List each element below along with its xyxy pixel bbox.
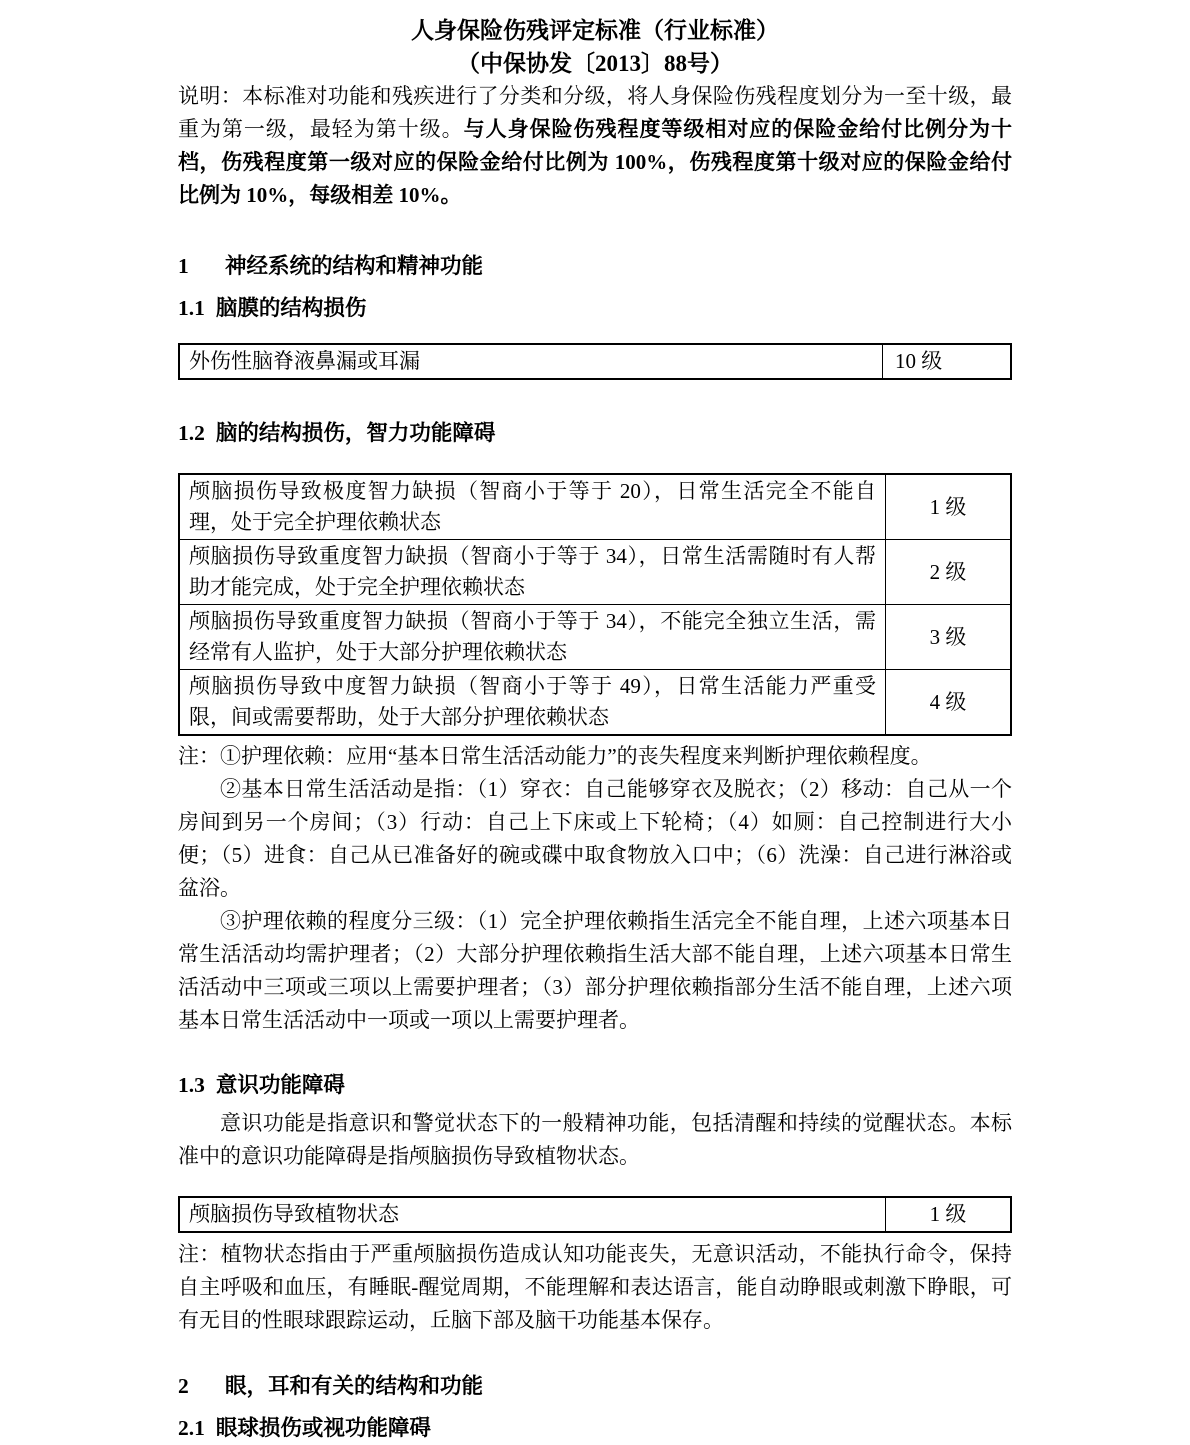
impairment-description: 外伤性脑脊液鼻漏或耳漏: [179, 344, 883, 379]
grade-value: 2 级: [886, 540, 1012, 605]
table-row: [179, 605, 1011, 670]
section-1-1-number: 1.1: [178, 296, 205, 320]
note-vegetative-state: 注：植物状态指由于严重颅脑损伤造成认知功能丧失，无意识活动，不能执行命令，保持自主呼吸和血压，有睡眠-醒觉周期，不能理解和表达语言，能自动睁眼或刺激下睁眼，可有无目的性眼球跟踪运动，丘脑下部及脑干功能基本保存。: [178, 1242, 1012, 1332]
impairment-description: 颅脑损伤导致极度智力缺损（智商小于等于 20），日常生活完全不能自理，处于完全护理依赖状态: [179, 474, 886, 540]
section-1-2-heading: [178, 417, 1012, 450]
section-1-2-number: 1.2: [178, 421, 205, 445]
grade-value: 10 级: [883, 344, 1012, 379]
note-paragraph-2: ②基本日常生活活动是指：（1）穿衣：自己能够穿衣及脱衣；（2）移动：自己从一个房间到另一个房间；（3）行动：自己上下床或上下轮椅；（4）如厕：自己控制进行大小便；（5）进食：自己从已准备好的碗或碟中取食物放入口中；（6）洗澡：自己进行淋浴或盆浴。: [178, 777, 1012, 900]
section-1-3-heading: [178, 1069, 1012, 1102]
section-2-heading: [178, 1370, 1012, 1403]
intro-paragraph: [178, 80, 1012, 212]
grade-value: 1 级: [886, 474, 1012, 540]
impairment-description: 颅脑损伤导致重度智力缺损（智商小于等于 34），日常生活需随时有人帮助才能完成，处于完全护理依赖状态: [179, 540, 886, 605]
section-2-1-heading: [178, 1412, 1012, 1445]
impairment-description: 颅脑损伤导致重度智力缺损（智商小于等于 34），不能完全独立生活，需经常有人监护，处于大部分护理依赖状态: [179, 605, 886, 670]
document-subtitle: （中保协发〔2013〕88号）: [457, 51, 733, 76]
note-paragraph-1: 注：①护理依赖：应用“基本日常生活活动能力”的丧失程度来判断护理依赖程度。: [178, 744, 932, 768]
table-row: [179, 344, 1011, 379]
intro-bold-text: 与人身保险伤残程度等级相对应的保险金给付比例分为十档，伤残程度第一级对应的保险金给付比例为 100%，伤残程度第十级对应的保险金给付比例为 10%，每级相差 10%。: [178, 117, 1013, 207]
section-1-1-title: 脑膜的结构损伤: [215, 296, 367, 320]
section-2-1-title: 眼球损伤或视功能障碍: [215, 1416, 431, 1440]
impairment-description: 颅脑损伤导致中度智力缺损（智商小于等于 49），日常生活能力严重受限，间或需要帮助，处于大部分护理依赖状态: [179, 670, 886, 736]
section-2-1-number: 2.1: [178, 1416, 205, 1440]
note-paragraph-3: ③护理依赖的程度分三级：（1）完全护理依赖指生活完全不能自理，上述六项基本日常生活活动均需护理者；（2）大部分护理依赖指生活大部不能自理，上述六项基本日常生活活动中三项或三项以上需要护理者；（3）部分护理依赖指部分生活不能自理，上述六项基本日常生活活动中一项或一项以上需要护理者。: [178, 909, 1012, 1032]
section-1-title: 神经系统的结构和精神功能: [225, 254, 484, 278]
section-2-number: 2: [178, 1374, 189, 1398]
impairment-description: 颅脑损伤导致植物状态: [179, 1197, 886, 1232]
section-1-2-title: 脑的结构损伤，智力功能障碍: [215, 421, 496, 445]
section-1-heading: [178, 250, 1012, 283]
table-vegetative-state: [178, 1196, 1012, 1233]
section-1-number: 1: [178, 254, 189, 278]
table-row: [179, 474, 1011, 540]
document-title: 人身保险伤残评定标准（行业标准）: [411, 18, 779, 43]
section-1-3-number: 1.3: [178, 1073, 205, 1097]
section-1-1-heading: [178, 292, 1012, 325]
section-1-3-title: 意识功能障碍: [215, 1073, 345, 1097]
table-brain-injury-intelligence: [178, 473, 1012, 736]
table-row: [179, 540, 1011, 605]
table-row: [179, 670, 1011, 736]
table-row: [179, 1197, 1011, 1232]
grade-value: 3 级: [886, 605, 1012, 670]
consciousness-paragraph: 意识功能是指意识和警觉状态下的一般精神功能，包括清醒和持续的觉醒状态。本标准中的意识功能障碍是指颅脑损伤导致植物状态。: [178, 1111, 1012, 1168]
intro-normal-text: 说明：本标准对功能和残疾进行了分类和分级，将人身保险伤残程度划分为一至十级，最重为第一级，最轻为第十级。: [178, 84, 1012, 141]
table-meninges-injury: [178, 343, 1012, 380]
grade-value: 4 级: [886, 670, 1012, 736]
grade-value: 1 级: [886, 1197, 1012, 1232]
section-2-title: 眼，耳和有关的结构和功能: [225, 1374, 484, 1398]
